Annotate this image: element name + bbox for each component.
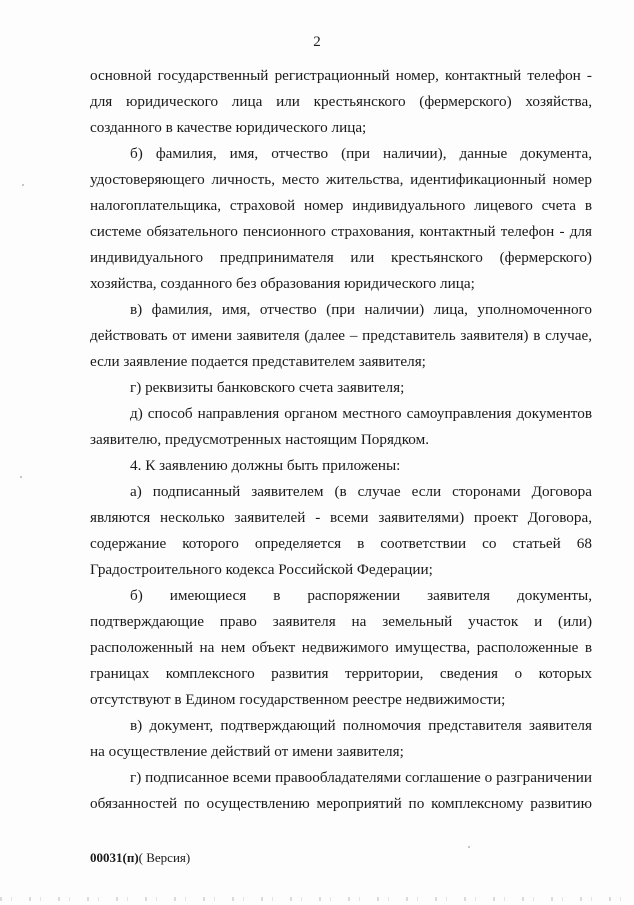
paragraph-4: г) реквизиты банковского счета заявителя; [130,379,405,396]
paragraph-6: 4. К заявлению должны быть приложены: [130,457,401,474]
paragraph-2: б) фамилия, имя, отчество (при наличии), данные документа, удостоверяющего личность, место жительства, идентификационный номер налогоплательщика, страховой номер индивидуального лицевого счета в системе обязательного пенсионного страхования, контактный телефон - для индивидуального предпринимателя или крестьянского (фермерского) хозяйства, созданного без образования юридического лица; [90,145,592,292]
paragraph-3: в) фамилия, имя, отчество (при наличии) лица, уполномоченного действовать от имени заявителя (далее – представитель заявителя) в случае, если заявление подается представителем заявителя; [90,301,592,370]
footer-suffix: ( Версия) [138,850,191,865]
scan-speck [20,476,22,478]
footer-code: 00031(п) [90,850,139,865]
paragraph-9: в) документ, подтверждающий полномочия представителя заявителя на осуществление действий от имени заявителя; [90,717,592,760]
paragraph-10: г) подписанное всеми правообладателями соглашение о разграничении обязанностей по осуществлению мероприятий по комплексному развитию [90,769,592,812]
document-body [90,63,592,817]
paragraph-7: а) подписанный заявителем (в случае если сторонами Договора являются несколько заявителей - всеми заявителями) проект Договора, содержание которого определяется в соответствии со статьей 68 Градостроительного кодекса Российской Федерации; [90,483,592,578]
paragraph-8: б) имеющиеся в распоряжении заявителя документы, подтверждающие право заявителя на земельный участок и (или) расположенный на нем объект недвижимого имущества, расположенные в границах комплексного развития территории, сведения о которых отсутствуют в Едином государственном реестре недвижимости; [90,587,592,708]
scan-speck [468,846,470,848]
paragraph-1: основной государственный регистрационный номер, контактный телефон - для юридического лица или крестьянского (фермерского) хозяйства, созданного в качестве юридического лица; [90,67,592,136]
scan-artifact-strip [0,897,634,901]
paragraph-5: д) способ направления органом местного самоуправления документов заявителю, предусмотренных настоящим Порядком. [90,405,592,448]
scan-speck [22,184,24,186]
page-number: 2 [313,34,321,50]
footer-version [90,850,190,866]
